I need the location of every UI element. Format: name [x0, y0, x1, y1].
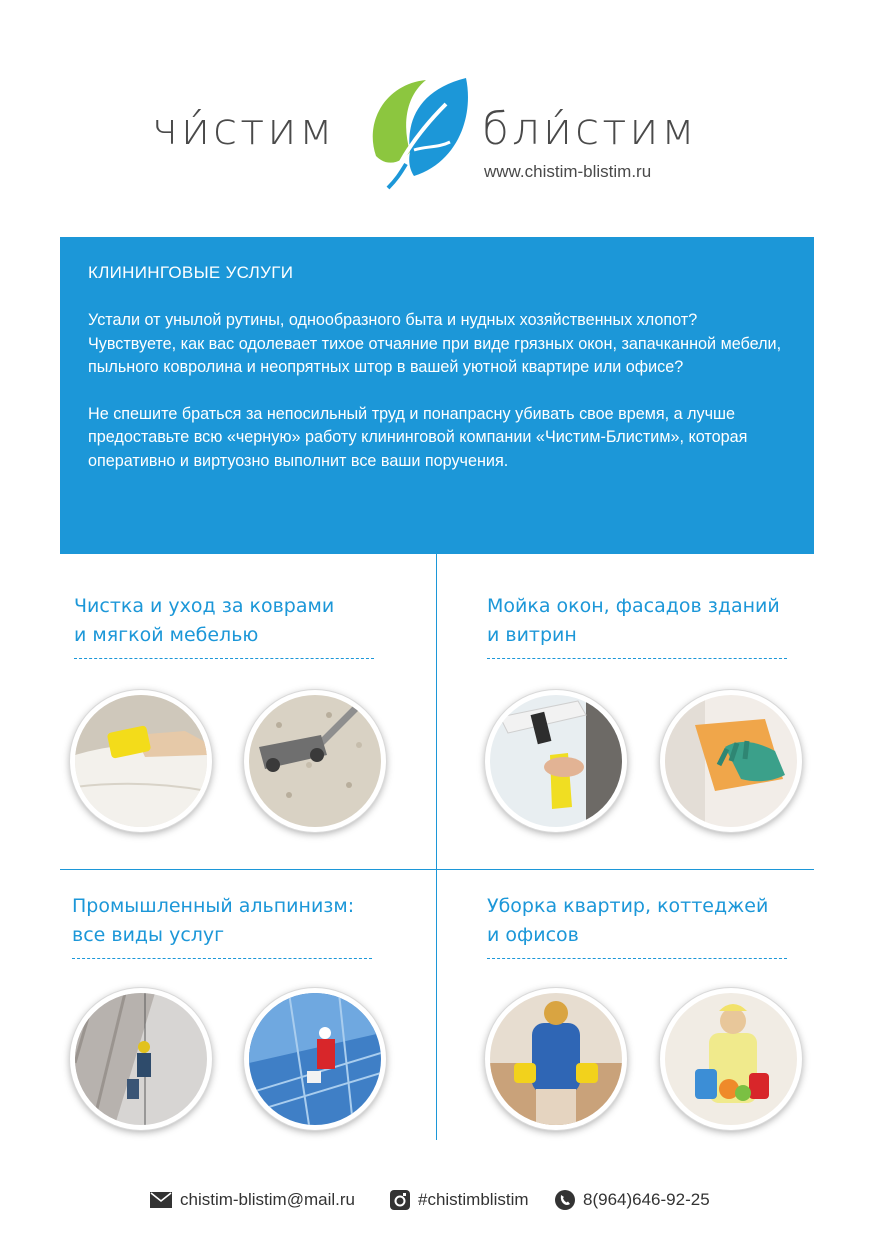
- carpet-vacuum-photo: [244, 690, 386, 832]
- dashed-separator: [74, 658, 374, 659]
- dashed-separator: [72, 958, 372, 959]
- intro-paragraph-1: Устали от унылой рутины, однообразного быта и нудных хозяйственных хлопот? Чувствуете, как вас одолевает тихое отчаяние при виде грязных окон, запачканной мебели, пыльного ковролина и неопрятных штор в вашей уютной квартире или офисе?: [88, 311, 782, 376]
- service-title-line-1: Промышленный альпинизм:: [72, 895, 355, 917]
- intro-paragraph-2: Не спешите браться за непосильный труд и понапрасну убивать свое время, а лучше предоставьте всю «черную» работу клининговой компании «Чистим-Блистим», которая оперативно и виртуозно выполнит все ваши поручения.: [88, 404, 748, 470]
- phone-contact[interactable]: [555, 1190, 710, 1210]
- cleaning-supplies-photo: [660, 988, 802, 1130]
- service-title-line-1: Чистка и уход за коврами: [74, 595, 335, 617]
- service-title: [74, 592, 414, 650]
- service-apartment-cleaning: [487, 892, 827, 950]
- climber-building-photo: [70, 988, 212, 1130]
- service-title-line-2: все виды услуг: [72, 924, 225, 946]
- service-title-line-2: и офисов: [487, 924, 579, 946]
- phone-icon: [555, 1190, 575, 1210]
- grid-divider-vertical: [436, 554, 437, 1140]
- dashed-separator: [487, 958, 787, 959]
- grid-divider-horizontal: [60, 869, 814, 870]
- dashed-separator: [487, 658, 787, 659]
- website-link[interactable]: www.chistim-blistim.ru: [484, 162, 652, 181]
- service-title: [487, 592, 827, 650]
- phone-text[interactable]: 8(964)646-92-25: [583, 1190, 710, 1209]
- service-title: [487, 892, 827, 950]
- leaf-logo-icon: [366, 76, 472, 190]
- brand-name-right: бли́стим: [482, 104, 698, 155]
- service-title: [72, 892, 412, 950]
- housekeeper-photo: [485, 988, 627, 1130]
- envelope-icon: [150, 1192, 172, 1208]
- brand-name-left: чи́стим: [152, 104, 336, 155]
- header: [0, 0, 874, 220]
- service-window-washing: [487, 592, 827, 650]
- glove-cloth-photo: [660, 690, 802, 832]
- instagram-contact[interactable]: [390, 1190, 529, 1210]
- service-title-line-2: и мягкой мебелью: [74, 624, 259, 646]
- service-title-line-2: и витрин: [487, 624, 577, 646]
- email-contact[interactable]: [150, 1190, 355, 1210]
- service-industrial-climbing: [72, 892, 412, 950]
- email-text[interactable]: chistim-blistim@mail.ru: [180, 1190, 355, 1209]
- intro-title: КЛИНИНГОВЫЕ УСЛУГИ: [88, 263, 294, 282]
- window-mop-photo: [485, 690, 627, 832]
- service-title-line-1: Уборка квартир, коттеджей: [487, 895, 769, 917]
- climber-glass-photo: [244, 988, 386, 1130]
- service-carpet-cleaning: [74, 592, 414, 650]
- sofa-cleaning-photo: [70, 690, 212, 832]
- instagram-icon: [390, 1190, 410, 1210]
- footer-contacts: [0, 1186, 874, 1216]
- service-title-line-1: Мойка окон, фасадов зданий: [487, 595, 780, 617]
- instagram-text[interactable]: #chistimblistim: [418, 1190, 529, 1209]
- intro-box: [60, 237, 814, 554]
